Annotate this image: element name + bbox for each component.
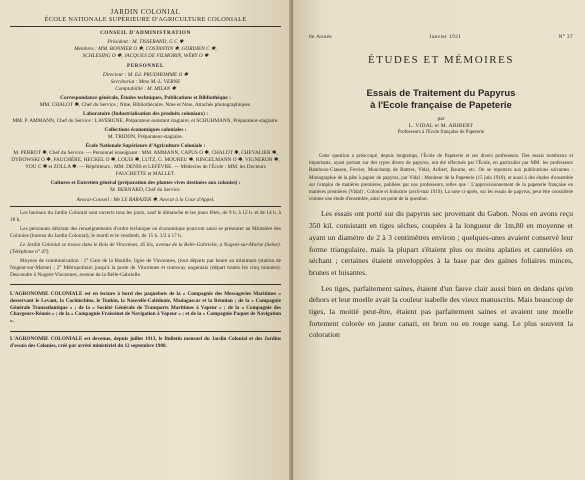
service-text: M. BERNARD, Chef du Service.: [110, 187, 181, 193]
info-paragraph: Les bureaux du Jardin Colonial sont ouverts tous les jours, sauf le dimanche et les jours fêtés, de 9 h. à 12 h. et de 14 h. à 18 h.: [10, 210, 281, 223]
affiliation: Professeurs à l'Ecole française de Papeterie: [397, 130, 485, 135]
divider: [10, 26, 281, 27]
service-title: Laboratoire (Industrialisation des produits coloniaux) :: [82, 111, 209, 117]
notice-ships: L'AGRONOMIE COLONIALE est en lecture à bord des paquebots de la « Compagnie des Messageries Maritimes » desservant le Levant, la Cochinchine, le Tonkin, la Nouvelle-Calédonie, Madagascar et la Réunion ; de la « Compagnie Générale Transatlantique » ; de la « Société Générale de Transports Maritimes à Vapeur » ; de la « Compagnie des Chargeurs-Réunis » ; de la « Compagnie Fraissinet de Navigation à Vapeur » ; et de la « Compagnie Paquet de Navigation ».: [10, 291, 281, 325]
intro-paragraph: Cette question a préoccupé, depuis longtemps, l'École de Papeterie et ses divers professeurs. Des essais nombreux et importants, ayant portant sur des types divers de papyrus, ont été effectués par l'École, en particulier par MM. les professeurs Bamboux-Clausen, Fevrier, Mouchamp de Buttres, Vidal, Aribert, Bourne, etc. On se reportera aux publications suivantes : Monographie de la pâte à papier de papyrus, par Vidal ; Moniteur de la Papeterie (15 juin 1910), et aussi à des études d'ensemble sur l'emploi de matières premières, publiées par nos professeurs, telles que : L'approvisionnement de la papeterie française en matières premières (Vidal) ; Colonie et Industrie (avril-mai 1919). La note ci-après, sur les essais de papyrus, peut être considérée comme une étude d'ensemble, ainsi un point de la question.: [309, 154, 573, 203]
section-personnel: PERSONNEL: [126, 63, 165, 69]
section-admin: CONSEIL D'ADMINISTRATION: [100, 30, 191, 36]
authors: L. VIDAL et M. ARIBERT: [408, 123, 474, 129]
article-title-line: Essais de Traitement du Papyrus: [366, 88, 516, 99]
service-title: Cultures et Entretien général (préparation des plantes vives destinées aux colonies) :: [50, 180, 241, 186]
left-header-garden: JARDIN COLONIAL: [110, 8, 181, 16]
info-paragraph: Moyens de communication : 1° Gare de la Bastille, ligne de Vincennes, (tout départs par heure au minimum (station de Nogent-sur-Marne) ; 2° Métropolitain jusqu'à la porte de Vincennes et tramway nogentais (départ toutes les cinq minutes). Descendre à Nogent-Vincennes, avenue de la Belle-Gabrielle.: [10, 258, 281, 278]
issue-number: N° 37: [558, 34, 573, 40]
service-text: MM. P. AMMANN, Chef du Service : LAVERGNE, Préparateur-assistant stagiaire, et SCHUHMANN, Préparateur-stagiaire.: [12, 118, 279, 124]
info-paragraph: Le Jardin Colonial se trouve dans le Bois de Vincennes, 45 bis, avenue de la Belle-Gabrielle, à Nogent-sur-Marne (Seine). (Téléphone n° 47).: [10, 242, 281, 255]
avocat-line: Avocat-Conseil : Me LE BARAZER ✱, Avocat à la Cour d'Appel.: [76, 197, 215, 203]
left-page: [0, 0, 291, 480]
service-title: Collections économiques coloniales :: [104, 127, 187, 133]
service-text: M. PERROT ✱, Chef du Service. — Personnel enseignant : MM. AMMANN, CAPUS O ✱, CHALOT ✱, CHEVALIER ✱, DYBOWSKI O ✱, FAUCHÈRE, HECKEL O ✱, LOUIS ✱, LUTZ, G. MOUREU ✱, RINGELMANN O ✱, VIGNERON ✱, YOU C ✱ et ZOLLA ✱. — Répétiteurs : MM. DENIS et LEFÈVRE. — Médecins de l'École : MM. les Docteurs FAUCHETTE et MALLET.: [11, 150, 280, 177]
divider: [10, 206, 281, 207]
personnel-line: Comptabilité : M. MILAN ✱: [115, 86, 176, 92]
body-paragraph: Les essais ont porté sur du papyrus sec provenant du Gabon. Nous en avons reçu 350 kil. consistant en tiges sèches, coupées à la longueur de 1m,80 en moyenne et ayant un diamètre de 2 à 3 centimètres environ ; quelques-unes avaient conservé leur forme triangulaire, mais la plupart s'étaient plus ou moins aplaties et cannelées en séchant ; certaines étaient enveloppées à la base par des gaines foliaires minces, brunes et luisantes.: [309, 209, 573, 277]
service-title: Correspondance générale, Études techniques, Publications et Bibliothèque :: [60, 95, 231, 101]
service-title: École Nationale Supérieure d'Agriculture Coloniale :: [85, 143, 206, 149]
personnel-line: Secrétariat : Mme M.-L. VERNE: [110, 79, 181, 85]
notice-box: [10, 284, 281, 332]
body-paragraph: Les tiges, parfaitement saines, étaient d'un fauve clair aussi bien en dedans qu'en dehors et leur moelle avait la couleur isabelle des vieux manuscrits. Mais beaucoup de tiges, la moitié peut-être, étaient pas parfaitement saines et avaient une moelle fortement colorée en jaune canari, en brun ou en rouge sang. Le plus souvent la coloration: [309, 283, 573, 340]
byline-par: par: [437, 116, 445, 122]
service-text: MM. CHALOT ✱, Chef du Service ; Nme, Bibliothécaire. Nme et Nme, Attachés photographiques.: [39, 102, 252, 108]
article-title: [309, 88, 573, 112]
admin-line: SCHLESING O ✱, JACQUES DE VILMORIN, WÉRY O ✱: [82, 53, 209, 59]
right-page: [293, 0, 585, 480]
article-title-line: à l'Ecole française de Papeterie: [370, 100, 512, 111]
admin-line: Membres : MM. BONNIER O ✱, COSTANTIN ✱, GORDIEN C ✱,: [74, 46, 217, 52]
issue-meta: [309, 34, 573, 40]
notice-bulletin: L'AGRONOMIE COLONIALE est devenue, depuis juillet 1913, le Bulletin mensuel du Jardin Colonial et des Jardins d'essais des Colonies, créé par arrêté ministériel du 12 septembre 1900.: [10, 335, 281, 349]
left-header-school: ÉCOLE NATIONALE SUPÉRIEURE D'AGRICULTURE COLONIALE: [44, 16, 247, 23]
admin-line: Président : M. TISSERAND, G C ✱: [107, 39, 184, 45]
issue-year: 6e Année: [309, 34, 333, 40]
issue-date: Janvier 1921: [429, 34, 462, 40]
info-paragraph: Les personnes désirant des renseignements d'ordre technique ou économique pourront aussi se présenter au Ministère des Colonies (bureau du Jardin Colonial), le mardi et le vendredi, de 15 h. 1/2 à 17 h.: [10, 226, 281, 239]
service-text: M. TRIDON, Préparateur-stagiaire.: [107, 134, 184, 140]
section-heading: ÉTUDES ET MÉMOIRES: [368, 54, 514, 66]
personnel-line: Directeur : M. Ed. PRUDHOMME O ✱: [102, 72, 189, 78]
